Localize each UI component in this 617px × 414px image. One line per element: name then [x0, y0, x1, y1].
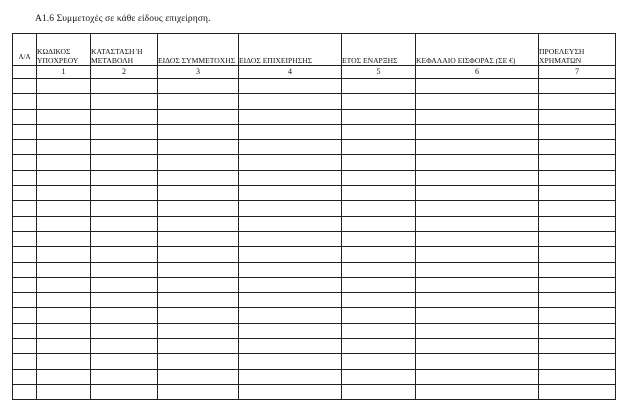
empty-cell: [239, 140, 342, 155]
empty-cell: [91, 308, 158, 323]
empty-cell: [158, 186, 239, 201]
empty-cell: [342, 293, 416, 308]
empty-cell: [416, 339, 539, 354]
empty-cell: [539, 354, 616, 369]
table-row: [13, 94, 616, 109]
empty-cell: [158, 79, 239, 94]
empty-cell: [37, 308, 91, 323]
empty-cell: [91, 354, 158, 369]
empty-cell: [539, 293, 616, 308]
empty-cell: [416, 216, 539, 231]
table-row: [13, 369, 616, 384]
column-number: 5: [342, 66, 416, 79]
empty-cell: [239, 124, 342, 139]
empty-cell: [342, 216, 416, 231]
empty-cell: [158, 231, 239, 246]
empty-cell: [539, 323, 616, 338]
empty-cell: [37, 277, 91, 292]
empty-cell: [239, 186, 342, 201]
empty-cell: [13, 170, 37, 185]
empty-cell: [91, 140, 158, 155]
empty-cell: [13, 124, 37, 139]
empty-cell: [158, 155, 239, 170]
empty-cell: [239, 79, 342, 94]
table-row: [13, 186, 616, 201]
column-number: 2: [91, 66, 158, 79]
header-proeleusi-chrimaton: ΠΡΟΕΛΕΥΣΗ ΧΡΗΜΑΤΩΝ: [539, 34, 616, 66]
column-number-row: [13, 66, 616, 79]
empty-cell: [342, 231, 416, 246]
empty-cell: [91, 124, 158, 139]
table-row: [13, 354, 616, 369]
empty-cell: [416, 308, 539, 323]
table-row: [13, 293, 616, 308]
empty-cell: [239, 94, 342, 109]
empty-cell: [342, 155, 416, 170]
empty-cell: [91, 231, 158, 246]
header-etos-enarxis: ΕΤΟΣ ΕΝΑΡΞΗΣ: [342, 34, 416, 66]
empty-cell: [91, 94, 158, 109]
empty-cell: [416, 170, 539, 185]
empty-cell: [416, 201, 539, 216]
empty-cell: [13, 155, 37, 170]
empty-cell: [239, 339, 342, 354]
empty-cell: [539, 170, 616, 185]
empty-cell: [416, 384, 539, 399]
empty-cell: [91, 369, 158, 384]
empty-cell: [37, 369, 91, 384]
empty-cell: [158, 354, 239, 369]
empty-cell: [158, 308, 239, 323]
empty-cell: [158, 216, 239, 231]
empty-cell: [539, 186, 616, 201]
empty-cell: [342, 384, 416, 399]
empty-cell: [239, 231, 342, 246]
table-row: [13, 79, 616, 94]
empty-cell: [539, 140, 616, 155]
empty-cell: [37, 140, 91, 155]
table-row: [13, 231, 616, 246]
empty-cell: [91, 277, 158, 292]
empty-cell: [158, 124, 239, 139]
empty-cell: [416, 94, 539, 109]
empty-cell: [239, 247, 342, 262]
empty-cell: [416, 354, 539, 369]
empty-cell: [37, 293, 91, 308]
empty-cell: [37, 384, 91, 399]
empty-cell: [158, 262, 239, 277]
empty-cell: [13, 79, 37, 94]
empty-cell: [13, 201, 37, 216]
empty-cell: [91, 155, 158, 170]
column-number: 6: [416, 66, 539, 79]
empty-cell: [342, 186, 416, 201]
empty-cell: [342, 170, 416, 185]
empty-cell: [539, 369, 616, 384]
empty-cell: [37, 79, 91, 94]
table-row: [13, 170, 616, 185]
empty-cell: [37, 323, 91, 338]
column-number: 7: [539, 66, 616, 79]
empty-cell: [37, 262, 91, 277]
empty-cell: [37, 170, 91, 185]
empty-cell: [239, 323, 342, 338]
empty-cell: [158, 201, 239, 216]
empty-cell: [13, 369, 37, 384]
empty-cell: [539, 155, 616, 170]
empty-cell: [539, 247, 616, 262]
table-row: [13, 277, 616, 292]
empty-cell: [416, 231, 539, 246]
table-row: [13, 109, 616, 124]
empty-cell: [239, 384, 342, 399]
header-row: [13, 34, 616, 66]
table-row: [13, 155, 616, 170]
empty-cell: [416, 247, 539, 262]
table-row: [13, 247, 616, 262]
column-number: [13, 66, 37, 79]
empty-cell: [539, 262, 616, 277]
empty-cell: [13, 293, 37, 308]
empty-cell: [539, 109, 616, 124]
header-aa: Α/Α: [13, 34, 37, 66]
empty-cell: [13, 231, 37, 246]
empty-cell: [37, 94, 91, 109]
empty-cell: [342, 323, 416, 338]
empty-cell: [13, 94, 37, 109]
empty-cell: [416, 262, 539, 277]
empty-cell: [91, 384, 158, 399]
empty-cell: [342, 247, 416, 262]
empty-cell: [416, 109, 539, 124]
empty-cell: [416, 79, 539, 94]
empty-cell: [91, 247, 158, 262]
table-row: [13, 262, 616, 277]
empty-cell: [13, 323, 37, 338]
column-number: 3: [158, 66, 239, 79]
empty-cell: [13, 216, 37, 231]
empty-cell: [158, 94, 239, 109]
empty-cell: [158, 247, 239, 262]
empty-cell: [416, 140, 539, 155]
empty-cell: [13, 354, 37, 369]
empty-cell: [37, 216, 91, 231]
empty-cell: [342, 369, 416, 384]
table-row: [13, 124, 616, 139]
empty-cell: [158, 369, 239, 384]
empty-cell: [158, 277, 239, 292]
empty-cell: [416, 124, 539, 139]
empty-cell: [91, 79, 158, 94]
empty-cell: [342, 277, 416, 292]
empty-cell: [416, 277, 539, 292]
empty-cell: [91, 216, 158, 231]
empty-cell: [13, 308, 37, 323]
empty-cell: [239, 170, 342, 185]
empty-cell: [13, 384, 37, 399]
empty-cell: [239, 216, 342, 231]
empty-cell: [416, 186, 539, 201]
empty-cell: [37, 201, 91, 216]
empty-cell: [539, 79, 616, 94]
empty-cell: [239, 308, 342, 323]
table-row: [13, 384, 616, 399]
empty-cell: [91, 293, 158, 308]
empty-cell: [158, 323, 239, 338]
table-row: [13, 308, 616, 323]
empty-cell: [158, 170, 239, 185]
empty-cell: [13, 186, 37, 201]
empty-cell: [342, 124, 416, 139]
header-kodikos-ypoxreou: ΚΩΔΙΚΟΣ ΥΠΟΧΡΕΟΥ: [37, 34, 91, 66]
empty-cell: [37, 124, 91, 139]
column-number: 4: [239, 66, 342, 79]
empty-cell: [37, 247, 91, 262]
empty-cell: [239, 109, 342, 124]
table-row: [13, 201, 616, 216]
table-body: [13, 79, 616, 400]
empty-cell: [37, 231, 91, 246]
empty-cell: [539, 308, 616, 323]
table-row: [13, 323, 616, 338]
empty-cell: [539, 124, 616, 139]
empty-cell: [37, 354, 91, 369]
empty-cell: [37, 155, 91, 170]
empty-cell: [342, 354, 416, 369]
empty-cell: [539, 277, 616, 292]
empty-cell: [539, 231, 616, 246]
empty-cell: [91, 170, 158, 185]
empty-cell: [91, 323, 158, 338]
empty-cell: [158, 293, 239, 308]
empty-cell: [239, 369, 342, 384]
empty-cell: [13, 277, 37, 292]
empty-cell: [91, 201, 158, 216]
empty-cell: [416, 293, 539, 308]
empty-cell: [342, 94, 416, 109]
empty-cell: [416, 155, 539, 170]
empty-cell: [91, 339, 158, 354]
empty-cell: [239, 354, 342, 369]
table-row: [13, 140, 616, 155]
empty-cell: [158, 384, 239, 399]
empty-cell: [539, 339, 616, 354]
table-row: [13, 339, 616, 354]
participations-table: [12, 33, 616, 400]
empty-cell: [239, 201, 342, 216]
page-title: Α1.6 Συμμετοχές σε κάθε είδους επιχείρηση.: [35, 14, 211, 24]
empty-cell: [37, 339, 91, 354]
empty-cell: [13, 262, 37, 277]
empty-cell: [37, 109, 91, 124]
header-eidos-symmetochis: ΕΙΔΟΣ ΣΥΜΜΕΤΟΧΗΣ: [158, 34, 239, 66]
empty-cell: [13, 109, 37, 124]
empty-cell: [91, 186, 158, 201]
empty-cell: [539, 216, 616, 231]
empty-cell: [158, 339, 239, 354]
header-eidos-epicheirisis: ΕΙΔΟΣ ΕΠΙΧΕΙΡΗΣΗΣ: [239, 34, 342, 66]
empty-cell: [342, 262, 416, 277]
empty-cell: [158, 140, 239, 155]
empty-cell: [239, 277, 342, 292]
empty-cell: [13, 339, 37, 354]
empty-cell: [539, 384, 616, 399]
header-kefalaio-eisforas: ΚΕΦΑΛΑΙΟ ΕΙΣΦΟΡΑΣ (ΣΕ €): [416, 34, 539, 66]
empty-cell: [342, 79, 416, 94]
empty-cell: [342, 339, 416, 354]
empty-cell: [239, 293, 342, 308]
column-number: 1: [37, 66, 91, 79]
empty-cell: [342, 308, 416, 323]
table-row: [13, 216, 616, 231]
empty-cell: [13, 247, 37, 262]
empty-cell: [342, 201, 416, 216]
empty-cell: [416, 369, 539, 384]
empty-cell: [342, 140, 416, 155]
empty-cell: [37, 186, 91, 201]
empty-cell: [239, 155, 342, 170]
empty-cell: [158, 109, 239, 124]
empty-cell: [239, 262, 342, 277]
header-katastasi-metaboli: ΚΑΤΑΣΤΑΣΗ Ή ΜΕΤΑΒΟΛΗ: [91, 34, 158, 66]
empty-cell: [539, 201, 616, 216]
empty-cell: [539, 94, 616, 109]
empty-cell: [342, 109, 416, 124]
empty-cell: [91, 109, 158, 124]
empty-cell: [13, 140, 37, 155]
empty-cell: [416, 323, 539, 338]
empty-cell: [91, 262, 158, 277]
